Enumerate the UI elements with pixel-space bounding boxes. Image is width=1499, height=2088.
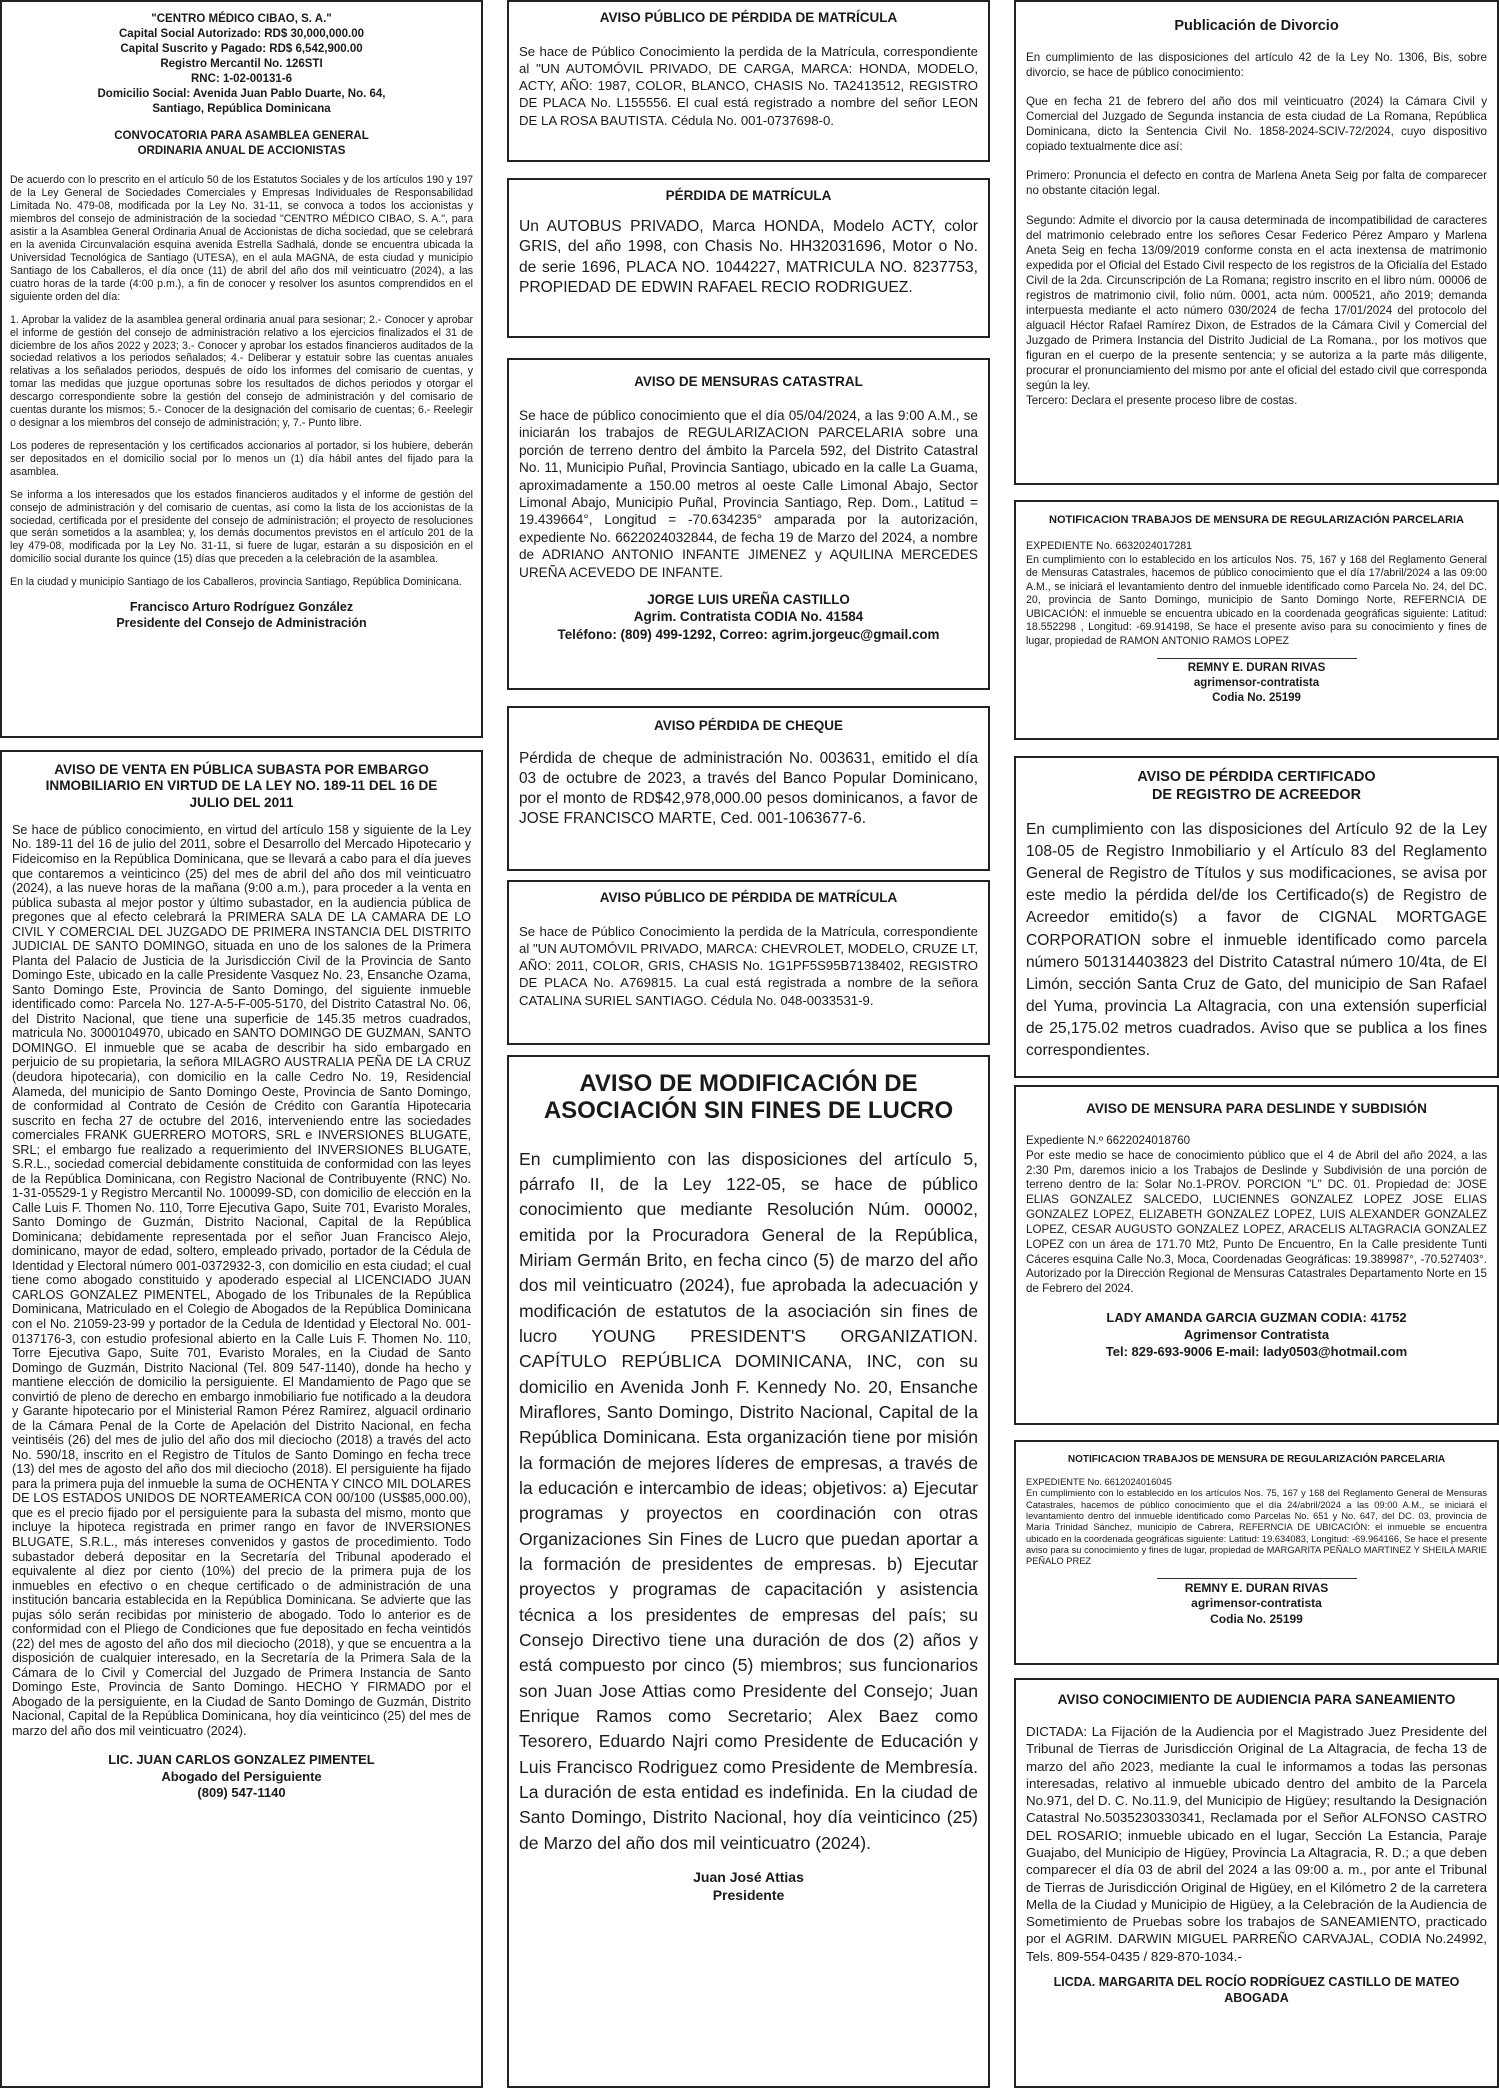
signature-codia: Codia No. 25199 bbox=[1210, 1611, 1303, 1626]
signature-name: Juan José Attias bbox=[693, 1868, 804, 1885]
notice-title bbox=[12, 762, 471, 811]
notice-title bbox=[10, 129, 473, 159]
header-line: Domicilio Social: Avenida Juan Pablo Duarte, No. 64, bbox=[97, 87, 386, 100]
signature-line bbox=[1157, 1578, 1357, 1579]
notice-deslinde bbox=[1014, 1085, 1499, 1425]
title-line: AVISO DE VENTA EN PÚBLICA SUBASTA POR EMBARGO bbox=[54, 762, 429, 777]
signature-name: LIC. JUAN CARLOS GONZALEZ PIMENTEL bbox=[108, 1752, 375, 1768]
paragraph: Primero: Pronuncia el defecto en contra de Marlena Aneta Seig por falta de comparecer no obstante citación legal. bbox=[1026, 169, 1487, 198]
signature-codia: Codia No. 25199 bbox=[1212, 692, 1301, 705]
paragraph: En la ciudad y municipio Santiago de los Caballeros, provincia Santiago, República Dominicana. bbox=[10, 576, 462, 589]
signature bbox=[12, 1752, 471, 1801]
signature-name: JORGE LUIS UREÑA CASTILLO bbox=[647, 591, 850, 607]
title-line: JULIO DEL 2011 bbox=[189, 794, 294, 810]
notice-title: AVISO PÚBLICO DE PÉRDIDA DE MATRÍCULA bbox=[599, 10, 898, 25]
title-line: ASOCIACIÓN SIN FINES DE LUCRO bbox=[543, 1096, 954, 1124]
header-line: Registro Mercantil No. 126STI bbox=[160, 57, 323, 70]
notice-asamblea bbox=[0, 0, 483, 738]
header-line: Santiago, República Dominicana bbox=[152, 102, 331, 115]
notice-subasta bbox=[0, 750, 483, 2088]
title-line: DE REGISTRO DE ACREEDOR bbox=[1152, 787, 1361, 804]
signature-name: REMNY E. DURAN RIVAS bbox=[1184, 1580, 1329, 1595]
signature-contact: Tel: 829-693-9006 E-mail: lady0503@hotmail.com bbox=[1105, 1344, 1408, 1360]
notice-body: EXPEDIENTE No. 6632024017281 En cumplimiento con lo establecido en los artículos Nos. 75, 167 y 168 del Reglamento General de Mensuras Catastrales, hacemos de público conocimiento que el día 17/abril/2024 a las 09:00 A.M., se iniciará el levantamiento dentro del inmueble identificado como Parcela No. 24, del DC. 20, provincia de Santo Domingo, municipio de Santo Domingo Norte, REFERNCIA DE UBICACIÓN: el inmueble se encuentra ubicado en la coordenada geográficas siguiente: Latitud: 18.552298 , Longitud: -69.914198, Se hace el presente aviso para su conocimiento y fines de lugar, propiedad de RAMON ANTONIO RAMOS LOPEZ bbox=[1026, 540, 1487, 647]
notice-body: Expediente N.º 6622024018760 Por este medio se hace de conocimiento público que el 4 de Abril del año 2024, a las 2:30 Pm, daremos inicio a los Trabajos de Deslinde y Subdivisión de una porción de terreno dentro de la: Solar No.1-PROV. PORCION "L" DC. 01. Propiedad de: JOSE ELIAS GONZALEZ SALCEDO, LUCIENNES GONZALEZ LOPEZ JOSE ELIAS GONZALEZ LOPEZ, ELIZABETH GONZALEZ LOPEZ, LUIS ALEXANDER GONZALEZ LOPEZ, CESAR AUGUSTO GONZALEZ LOPEZ, ARACELIS ALTAGRACIA GONZALEZ LOPEZ con un área de 171.70 Mt2, Punto De Encuentro, En la Calle presidente Tunti Cáceres esquina Calle No.3, Moca, Coordenadas Geográficas: 19.389987°, -70.527403°. Autorizado por la Dirección Regional de Mensuras Catastrales Departamento Norte en 15 de Febrero del 2024. bbox=[1026, 1134, 1487, 1296]
notice-body bbox=[1026, 50, 1487, 408]
paragraph: Que en fecha 21 de febrero del año dos mil veinticuatro (2024) la Cámara Civil y Comercial del Juzgado de Segunda instancia de esta ciudad de La Romana, República Dominicana, dicto la Sentencia Civil No. 1858-2024-SCIV-72/2024, cuyo dispositivo copiado textualmente dice así: bbox=[1026, 95, 1487, 154]
notice-title bbox=[1026, 768, 1487, 805]
notice-asociacion bbox=[507, 1055, 990, 2088]
notice-title: PÉRDIDA DE MATRÍCULA bbox=[665, 188, 832, 203]
notice-saneamiento bbox=[1014, 1678, 1499, 2088]
paragraph: Se informa a los interesados que los estados financieros auditados y el informe de gestión del consejo de administración y del comisario de cuentas, así como la lista de los accionistas de la sociedad, certificada por el presidente del consejo de administración; el proyecto de resoluciones que serán sometidos a la asamblea; y, los demás documentos previstos en el artículo 201 de la ley 479-08, modificada por la Ley No. 31-11, si fuere de lugar, estarán a su disposición en el domicilio social durante los quince (15) días que preceden a la celebración de la asamblea. bbox=[10, 488, 473, 566]
notice-body: Un AUTOBUS PRIVADO, Marca HONDA, Modelo ACTY, color GRIS, del año 1998, con Chasis No. HH32031696, Motor o No. de serie 1696, PLACA NO. 1044227, MATRICULA NO. 8237753, PROPIEDAD DE EDWIN RAFAEL RECIO RODRIGUEZ. bbox=[519, 218, 978, 296]
notice-body bbox=[10, 174, 473, 589]
paragraph: Tercero: Declara el presente proceso libre de costas. bbox=[1026, 394, 1298, 408]
notice-title bbox=[519, 1071, 978, 1125]
notice-body: Se hace de público conocimiento que el día 05/04/2024, a las 9:00 A.M., se iniciarán los trabajos de REGULARIZACION PARCELARIA sobre una porción de terreno dentro del ámbito la Parcela 592, del Distrito Catastral No. 11, Municipio Puñal, Provincia Santiago, ubicado en la calle La Guama, aproximadamente a 150.00 metros al oeste Calle Limonal Abajo, Sector Limonal Abajo, Municipio Puñal, Provincia Santiago, Rep. Dom., Latitud = 19.439664°, Longitud = -70.634235° amparada por la autorización, expediente No. 6622024032844, de fecha 19 de Marzo del 2024, a nombre de ADRIANO ANTONIO INFANTE JIMENEZ y AQUILINA MERCEDES UREÑA ACEVEDO DE INFANTE. bbox=[519, 408, 978, 580]
notice-matricula-3 bbox=[507, 880, 990, 1045]
notice-acreedor bbox=[1014, 756, 1499, 1078]
notice-matricula-2 bbox=[507, 178, 990, 338]
signature-phone: (809) 547-1140 bbox=[197, 1784, 286, 1800]
notice-title: NOTIFICACION TRABAJOS DE MENSURA DE REGULARIZACIÓN PARCELARIA bbox=[1049, 514, 1464, 526]
signature-role: agrimensor-contratista bbox=[1193, 677, 1320, 690]
signature-contact: Teléfono: (809) 499-1292, Correo: agrim.jorgeuc@gmail.com bbox=[557, 626, 940, 642]
signature bbox=[519, 591, 978, 643]
company-header bbox=[10, 12, 473, 117]
signature-role: Presidente bbox=[712, 1887, 785, 1904]
title-line: AVISO DE MODIFICACIÓN DE bbox=[579, 1070, 918, 1097]
signature-name: REMNY E. DURAN RIVAS bbox=[1187, 662, 1326, 675]
signature bbox=[1026, 1309, 1487, 1360]
notice-title: Publicación de Divorcio bbox=[1174, 18, 1339, 34]
paragraph: 1. Aprobar la validez de la asamblea general ordinaria anual para sesionar; 2.- Conocer y aprobar el informe de gestión del consejo de administración relativo a los ejercicios finalizados el 31 de diciembre de los años 2022 y 2023; 3.- Conocer y aprobar los estados financieros auditados de la sociedad relativos a los periodos señalados; 4.- Deliberar y estatuir sobre las cuentas anuales relativas a los señalados periodos, después de oído los informes del comisario de cuentas, y tomar las medidas que juzgue oportunas sobre los resultados de dichos periodos y otorgar el descargo correspondiente sobre la gestión del consejo de administración y del comisario de cuentas durante los mismos; 5.- Conocer de la designación del comisario de cuentas; 6.- Reelegir o designar a los miembros del consejo de administración; y, 7.- Punto libre. bbox=[10, 313, 473, 430]
signature-role: Agrim. Contratista CODIA No. 41584 bbox=[633, 609, 864, 625]
paragraph: Segundo: Admite el divorcio por la causa determinada de incompatibilidad de caracteres del matrimonio celebrado entre los señores Cesar Federico Pérez Amparo y Marlena Aneta Seig en fecha 13/09/2019 conforme consta en el acta inextensa de matrimonio expedida por el Oficial del Estado Civil respecto de los registros de la Oficialía del Estado Civil de la 2da. Circunscripción de La Romana; registro inscrito en el libro núm. 00006 de registros de matrimonio civil, folio núm. 0001, acta núm. 000521, año 2019; demanda interpuesta mediante el acto número 030/2024 de fecha 17/01/2024 del protocolo del alguacil Héctor Rafael Ramírez Dixon, de Estrados de la Cámara Civil y Comercial del Juzgado de Primera Instancia del Distrito Judicial de La Romana., por los motivos que figuran en el cuerpo de la presente sentencia; y se autoriza a la parte más diligente, procurar el pronunciamiento del mismo por ante el oficial del estado civil que corresponda según la ley. bbox=[1026, 213, 1487, 393]
signature-role: Presidente del Consejo de Administración bbox=[116, 616, 367, 631]
notice-notificacion-2 bbox=[1014, 1440, 1499, 1665]
notice-body: EXPEDIENTE No. 6612024016045 En cumplimiento con lo establecido en los artículos Nos. 75, 167 y 168 del Reglamento General de Mensuras Catastrales, hacemos de público conocimiento que el día 24/abril/2024 a las 09:00 A.M., se iniciará el levantamiento dentro del inmueble identificado como Parcelas No. 651 y No. 647, del DC. 03, provincia de María Trinidad Sánchez, municipio de Cabrera, REFERNCIA DE UBICACIÓN: el inmueble se encuentra ubicado en la coordenada geográficas siguiente: Latitud: 19.634083, Longitud: -69.964166, Se hace el presente aviso para su conocimiento y fines de lugar, propiedad de MARGARITA PEÑALO MARTINEZ Y SHEILA MARIE PEÑALO PREZ bbox=[1026, 1477, 1487, 1567]
signature-role: Abogado del Persiguiente bbox=[161, 1768, 322, 1784]
signature bbox=[1026, 1975, 1487, 2006]
header-line: Capital Social Autorizado: RD$ 30,000,000.00 bbox=[119, 27, 364, 40]
title-line: AVISO DE PÉRDIDA CERTIFICADO bbox=[1137, 769, 1376, 785]
signature bbox=[1026, 661, 1487, 706]
signature bbox=[10, 599, 473, 632]
paragraph: Los poderes de representación y los certificados accionarios al portador, si los hubiere, deberán ser depositados en el domicilio social por lo menos un (1) día hábil antes del fijado para la asamblea. bbox=[10, 439, 473, 478]
notice-body: Se hace de público conocimiento, en virtud del artículo 158 y siguiente de la Ley No. 189-11 del 16 de julio del 2011, sobre el Desarrollo del Mercado Hipotecario y Fideicomiso en la República Dominicana, que se llevará a cabo para el día jueves que contaremos a veinticinco (25) del mes de abril del año dos mil veinticuatro (2024), a las nueve horas de la mañana (9:00 a.m.), para proceder a la venta en pública subasta al mejor postor y último subastador, en la audiencia pública de pregones que al efecto celebrará la PRIMERA SALA DE LA CAMARA DE LO CIVIL Y COMERCIAL DEL JUZGADO DE PRIMERA INSTANCIA DEL DISTRITO JUDICIAL DE SANTO DOMINGO, situada en uno de los salones de la Primera Planta del Palacio de Justicia de la Jurisdicción Civil de la Provincia de Santo Domingo Este, ubicado en la calle Presidente Vasquez No. 23, Ensanche Ozama, Santo Domingo Este, Provincia de Santo Domingo, del siguiente inmueble identificado como: Parcela No. 127-A-5-F-005-5170, del Distrito Catastral No. 06, del Distrito Nacional, que tiene una superficie de 145.35 metros cuadrados, matricula No. 3000104970, ubicado en SANTO DOMINGO DE GUZMAN, SANTO DOMINGO. El inmueble que se acaba de describir ha sido embargado en perjuicio de su propietaria, la señora MILAGRO AUSTRALIA PEÑA DE LA CRUZ (deudora hipotecaria), con domicilio en la calle Cedro No. 19, Residencial Alameda, del municipio de Santo Domingo Oeste, Provincia de Santo Domingo, de conformidad al Contrato de Cesión de Crédito con Garantía Hipotecaria suscrito en fecha 27 de octubre del 2016, interveniendo entre las sociedades comerciales FRANK GUERRERO MOTORS, SRL e INVERSIONES BLUGATE, SRL; el embargo fue realizado a requerimiento del INVERSIONES BLUGATE, S.R.L., sociedad comercial debidamente constituida de conformidad con las leyes de la República Dominicana, con Registro Nacional de Contribuyente (RNC) No. 1-31-05529-1 y Registro Mercantil No. 100099-SD, con domicilio de elección en la Calle Luis F. Thomen No. 110, Torre Ejecutiva Gapo, Suite 701, Evaristo Morales, Santo Domingo de Guzmán, Distrito Nacional, Capital de la República Dominicana; debidamente representada por el señor Juan Francisco Alejo, dominicano, mayor de edad, soltero, empleado privado, portador de la Cédula de Identidad y Electoral número 001-0372932-3, con domicilio en esta ciudad; el cual tiene como abogado constituido y apoderado especial al LICENCIADO JUAN CARLOS GONZALEZ PIMENTEL, Abogado de los Tribunales de la República Dominicana, Matriculado en el Colegio de Abogados de la República Dominicana con el No. 21059-23-99 y portador de la Cedula de Identidad y Electoral No. 001-0137176-3, con estudio profesional abierto en la Calle Luis F. Thomen No. 110, Torre Ejecutiva Gapo, Suite 701, Evaristo Morales, en la Ciudad de Santo Domingo de Guzmán, Distrito Nacional (Tel. 809 547-1140), donde ha hecho y mantiene elección de domicilio la persiguiente. El Mandamiento de Pago que se convirtió de pleno de derecho en embargo inmobiliario fue notificado a la deudora y Garante hipotecario por el Ministerial Ramon Pérez Ramírez, alguacil ordinario de la Cámara Penal de la Corte de Apelación del Distrito Nacional, en fecha veintiséis (26) del mes de julio del año dos mil dieciocho (2018) a través del acto No. 590/18, inscrito en el Registro de Títulos de Santo Domingo en fecha trece (13) del mes de agosto del año dos mil dieciocho (2018). El persiguiente ha fijado para la primera puja del inmueble la suma de OCHENTA Y CINCO MIL DOLARES DE LOS ESTADOS UNIDOS DE NORTEAMERICA CON 00/100 (US$85,000.00), que es el precio fijado por el persiguiente para la subasta del mismo, monto que incluye la hipoteca registrada en primer rango en favor de INVERSIONES BLUGATE, S.R.L., más intereses convenidos y gastos de procedimiento. Todo subastador deberá depositar en la Secretaría del Tribunal apoderado el equivalente al diez por ciento (10%) del precio de la primera puja de los inmuebles en efectivo o en cheque certificado o de administración de una institución bancaria establecida en la República Dominicana. Se advierte que las pujas sólo serán recibidas por ministerio de abogado. Todo lo anterior es de conformidad con el Pliego de Condiciones que fue depositado en fecha veintidós (22) del mes de agosto del año dos mil dieciocho (2018), y que se encuentra a la disposición de cualquier interesado, en la Secretaría de la Primera Sala de la Cámara de lo Civil y Comercial del Juzgado de Primera Instancia de Santo Domingo Este, Provincia de Santo Domingo. HECHO Y FIRMADO por el Abogado de la persiguiente, en la Ciudad de Santo Domingo de Guzmán, Distrito Nacional, Capital de la República Dominicana, hoy día veinticinco (25) del mes de marzo del año dos mil veinticuatro (2024). bbox=[12, 822, 471, 1738]
title-line: ORDINARIA ANUAL DE ACCIONISTAS bbox=[137, 144, 346, 157]
notice-matricula-1 bbox=[507, 0, 990, 162]
notice-title: AVISO DE MENSURAS CATASTRAL bbox=[634, 374, 863, 389]
header-line: Capital Suscrito y Pagado: RD$ 6,542,900.00 bbox=[120, 42, 363, 55]
signature bbox=[519, 1868, 978, 1904]
title-line: CONVOCATORIA PARA ASAMBLEA GENERAL bbox=[114, 129, 369, 142]
signature-name: Francisco Arturo Rodríguez González bbox=[129, 600, 354, 615]
notice-body: En cumplimiento con las disposiciones del Artículo 92 de la Ley 108-05 de Registro Inmobiliario y el Artículo 83 del Reglamento General de Registro de Títulos y sus modificaciones, se avisa por este medio la pérdida del/de los Certificado(s) de Registro de Acreedor emitido(s) a favor de CIGNAL MORTGAGE CORPORATION sobre el inmueble identificado como parcela número 501314403823 del Distrito Catastral número 10/4ta, de El Limón, sección Santa Cruz de Gato, del municipio de San Rafael del Yuma, provincia La Altagracia, con una extensión superficial de 25,175.02 metros cuadrados. Aviso que se publica a los fines correspondientes. bbox=[1026, 820, 1487, 1060]
header-line: "CENTRO MÉDICO CIBAO, S. A." bbox=[151, 13, 332, 25]
notice-body: Pérdida de cheque de administración No. 003631, emitido el día 03 de octubre de 2023, a través del Banco Popular Dominicano, por el monto de RD$42,978,000.00 pesos dominicanos, a favor de JOSE FRANCISCO MARTE, Ced. 001-1063677-6. bbox=[519, 750, 978, 828]
notice-mensuras bbox=[507, 358, 990, 690]
notice-title: AVISO CONOCIMIENTO DE AUDIENCIA PARA SANEAMIENTO bbox=[1057, 1692, 1456, 1707]
signature-name: LICDA. MARGARITA DEL ROCÍO RODRÍGUEZ CASTILLO DE MATEO bbox=[1053, 1974, 1460, 1989]
signature-role: ABOGADA bbox=[1224, 1990, 1289, 2005]
notice-body: DICTADA: La Fijación de la Audiencia por el Magistrado Juez Presidente del Tribunal de Tierras de Jurisdicción Original de La Altagracia, de fecha 13 de marzo del año 2023, mediante la cual le informamos a todas las personas interesadas, relativo al inmueble ubicado dentro del ambito de la Parcela No.971, del D. C. No.11.9, del Municipio de Higüey; resultando la Designación Catastral No.5035230330341, Reclamada por el Señor ALFONSO CASTRO DEL ROSARIO; inmueble ubicado en el lugar, Sección La Estancia, Paraje Guajabo, del Municipio de Higüey, Provincia La Altagracia, R. D.; a que deben comparecer el día 03 de abril del 2024 a las 09:00 a. m., por ante el Tribunal de Tierras de Jurisdicción Original de Higüey, en el Kilómetro 2 de la carretera Mella de la Ciudad y Municipio de Higüey, a la Celebración de la Audiencia de Sometimiento de Pruebas sobre los trabajos de SANEAMIENTO, practicado por el AGRIM. DARWIN MIGUEL PARREÑO CARVAJAL, CODIA No.24992, Tels. 809-554-0435 / 829-870-1034.- bbox=[1026, 1724, 1487, 1964]
notice-title: NOTIFICACION TRABAJOS DE MENSURA DE REGULARIZACIÓN PARCELARIA bbox=[1067, 1454, 1446, 1465]
signature-role: Agrimensor Contratista bbox=[1183, 1327, 1330, 1343]
signature-line bbox=[1157, 658, 1357, 659]
notice-divorcio bbox=[1014, 0, 1499, 485]
notice-body: Se hace de Público Conocimiento la perdida de la Matrícula, correspondiente al "UN AUTOMÓVIL PRIVADO, MARCA: CHEVROLET, MODELO, CRUZE LT, AÑO: 2011, COLOR, GRIS, CHASIS No. 1G1PF5S95B7138402, REGISTRO DE PLACA No. A769815. La cual está registrada a nombre de la señora CATALINA SURIEL SANTIAGO. Cédula No. 048-0033531-9. bbox=[519, 924, 978, 1008]
signature-name: LADY AMANDA GARCIA GUZMAN CODIA: 41752 bbox=[1106, 1310, 1407, 1326]
signature bbox=[1026, 1581, 1487, 1628]
notice-body: Se hace de Público Conocimiento la perdida de la Matrícula, correspondiente al "UN AUTOMÓVIL PRIVADO, DE CARGA, MARCA: HONDA, MODELO, ACTY, AÑO: 1987, COLOR, BLANCO, CHASIS No. TA2413512, REGISTRO DE PLACA No. L155556. El cual está registrado a nombre del señor LEON DE LA ROSA BAUTISTA. Cédula No. 001-0737698-0. bbox=[519, 44, 978, 128]
notice-title: AVISO DE MENSURA PARA DESLINDE Y SUBDISIÓN bbox=[1086, 1101, 1427, 1116]
notice-notificacion-1 bbox=[1014, 500, 1499, 740]
title-line: INMOBILIARIO EN VIRTUD DE LA LEY NO. 189-11 DEL 16 DE bbox=[45, 778, 438, 794]
header-line: RNC: 1-02-00131-6 bbox=[191, 72, 292, 85]
notice-title: AVISO PÉRDIDA DE CHEQUE bbox=[653, 718, 844, 733]
notice-title: AVISO PÚBLICO DE PÉRDIDA DE MATRÍCULA bbox=[599, 890, 898, 905]
paragraph: En cumplimiento de las disposiciones del artículo 42 de la Ley No. 1306, Bis, sobre divorcio, se hace de público conocimiento: bbox=[1026, 51, 1487, 80]
paragraph: De acuerdo con lo prescrito en el artículo 50 de los Estatutos Sociales y de los artículos 190 y 197 de la Ley General de Sociedades Comerciales y Empresas Individuales de Responsabilidad Limitada No. 479-08, modificada por la Ley No. 31-11, se convoca a todos los accionistas y miembros del consejo de administración de la sociedad "CENTRO MÉDICO CIBAO, S. A.", para asistir a la Asamblea General Ordinaria Anual de Accionistas de dicha sociedad, que se celebrará en la avenida Circunvalación esquina avenida Estrella Sadhalá, donde se encuentra ubicada la Universidad Tecnológica de Santiago (UTESA), en el aula MAGNA, de esta ciudad y municipio Santiago de los Caballeros, el día once (11) de abril del año dos mil veinticuatro (2024), a las cuatro horas de la tarde (4:00 p.m.), a fin de conocer y resolver los asuntos comprendidos en el siguiente orden del día: bbox=[10, 174, 473, 303]
notice-cheque bbox=[507, 706, 990, 871]
signature-role: agrimensor-contratista bbox=[1191, 1596, 1322, 1611]
notice-body: En cumplimiento con las disposiciones del artículo 5, párrafo II, de la Ley 122-05, se hace de público conocimiento que mediante Resolución Núm. 00002, emitida por la Procuradora General de la República, Miriam Germán Brito, en fecha cinco (5) de marzo del año dos mil veinticuatro (2024), fue aprobada la adecuación y modificación de estatutos de la asociación sin fines de lucro YOUNG PRESIDENT'S ORGANIZATION. CAPÍTULO REPÚBLICA DOMINICANA, INC, con su domicilio en Avenida Jonh F. Kennedy No. 20, Ensanche Miraflores, Santo Domingo, Distrito Nacional, Capital de la República Dominicana. Esta organización tiene por misión la formación de mejores líderes de empresas, a través de la educación e intercambio de ideas; objetivos: a) Ejecutar programas y proyectos en coordinación con otras Organizaciones Sin Fines de Lucro que puedan aportar a la formación de presidentes de empresas. b) Ejecutar proyectos y programas de capacitación y asistencia técnica a los presidentes de empresas del país; su Consejo Directivo tiene una duración de dos (2) años y está compuesto por cinco (5) miembros; sus funcionarios son Juan Jose Attias como Presidente del Consejo; Juan Enrique Ramos como Secretario; Alex Baez como Tesorero, Eduardo Najri como Presidente de Educación y Luis Francisco Rodriguez como Presidente de Membresía. La duración de esta entidad es indefinida. En la ciudad de Santo Domingo, Distrito Nacional, hoy día veinticinco (25) de Marzo del año dos mil veinticuatro (2024). bbox=[519, 1148, 978, 1853]
